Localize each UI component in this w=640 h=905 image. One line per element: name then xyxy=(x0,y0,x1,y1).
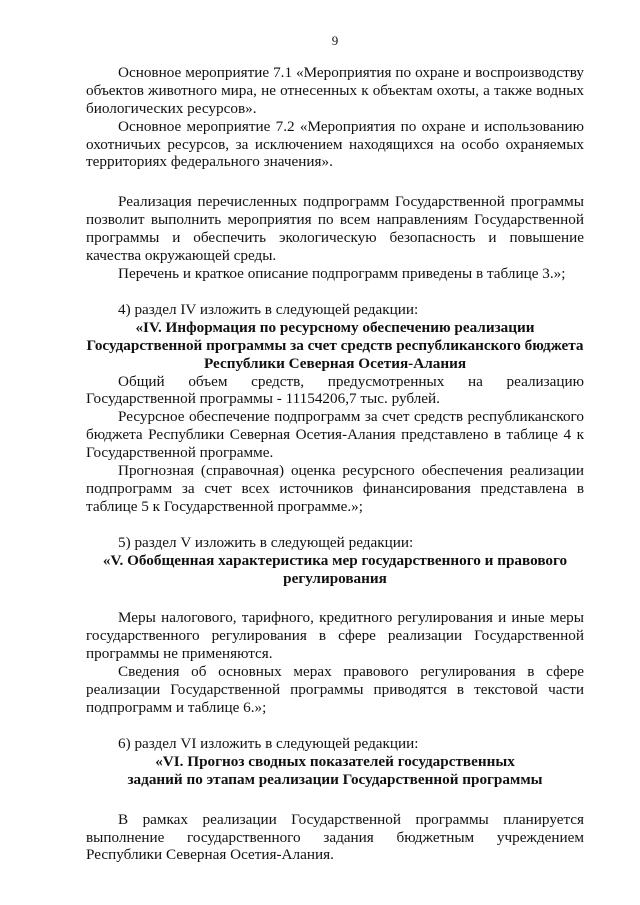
section-6-heading-line: «VI. Прогноз сводных показателей государственных xyxy=(155,752,515,770)
paragraph-table-3: Перечень и краткое описание подпрограмм приведены в таблице 3.»; xyxy=(118,264,566,282)
section-5-heading-line: регулирования xyxy=(283,569,387,587)
paragraph-total-volume-line-2: Государственной программы - 11154206,7 тыс. рублей. xyxy=(86,390,440,408)
section-4-heading-line: Республики Северная Осетия-Алания xyxy=(203,354,467,372)
paragraph-total-volume-line-1: Общий объем средств, предусмотренных на реализацию xyxy=(118,372,584,390)
paragraph-activity-7-1: Основное мероприятие 7.1 «Мероприятия по охране и воспроизводству объектов животного мира, не отнесенных к объектам охоты, а также водных биологических ресурсов». xyxy=(86,63,584,117)
section-5-intro: 5) раздел V изложить в следующей редакции: xyxy=(118,533,414,551)
section-6-intro: 6) раздел VI изложить в следующей редакции: xyxy=(118,734,419,752)
section-6-heading xyxy=(86,753,584,789)
section-4-intro: 4) раздел IV изложить в следующей редакции: xyxy=(118,300,419,318)
section-5-heading-line: «V. Обобщенная характеристика мер государственного и правового xyxy=(102,551,568,569)
paragraph-legal-regulation: Сведения об основных мерах правового регулирования в сфере реализации Государственной программы приводятся в текстовой части подпрограмм и таблице 6.»; xyxy=(86,663,584,716)
section-4-heading xyxy=(86,319,584,373)
paragraph-realization: Реализация перечисленных подпрограмм Государственной программы позволит выполнить мероприятия по всем направлениям Государственной программы и обеспечить экологическую безопасность и повышение качества окружающей среды. xyxy=(86,193,584,265)
section-4-heading-line: «IV. Информация по ресурсному обеспечению реализации xyxy=(135,318,535,336)
page-number: 9 xyxy=(331,33,339,48)
section-6-heading-line: заданий по этапам реализации Государственной программы xyxy=(127,770,543,788)
paragraph-resource-support: Ресурсное обеспечение подпрограмм за счет средств республиканского бюджета Республики Северная Осетия-Алания представлено в таблице 4 к Государственной программе. xyxy=(86,408,584,462)
paragraph-activity-7-2: Основное мероприятие 7.2 «Мероприятия по охране и использованию охотничьих ресурсов, за исключением находящихся на особо охраняемых территориях федерального значения». xyxy=(86,117,584,171)
paragraph-forecast: Прогнозная (справочная) оценка ресурсного обеспечения реализации подпрограмм за счет всех источников финансирования представлена в таблице 5 к Государственной программе.»; xyxy=(86,462,584,515)
paragraph-budget-task: В рамках реализации Государственной программы планируется выполнение государственного задания бюджетным учреждением Республики Северная Осетия-Алания. xyxy=(86,810,584,864)
paragraph-measures: Меры налогового, тарифного, кредитного регулирования и иные меры государственного регулирования в сфере реализации Государственной программы не применяются. xyxy=(86,609,584,663)
section-4-heading-line: Государственной программы за счет средств республиканского бюджета xyxy=(86,336,584,354)
section-5-heading xyxy=(86,552,584,588)
